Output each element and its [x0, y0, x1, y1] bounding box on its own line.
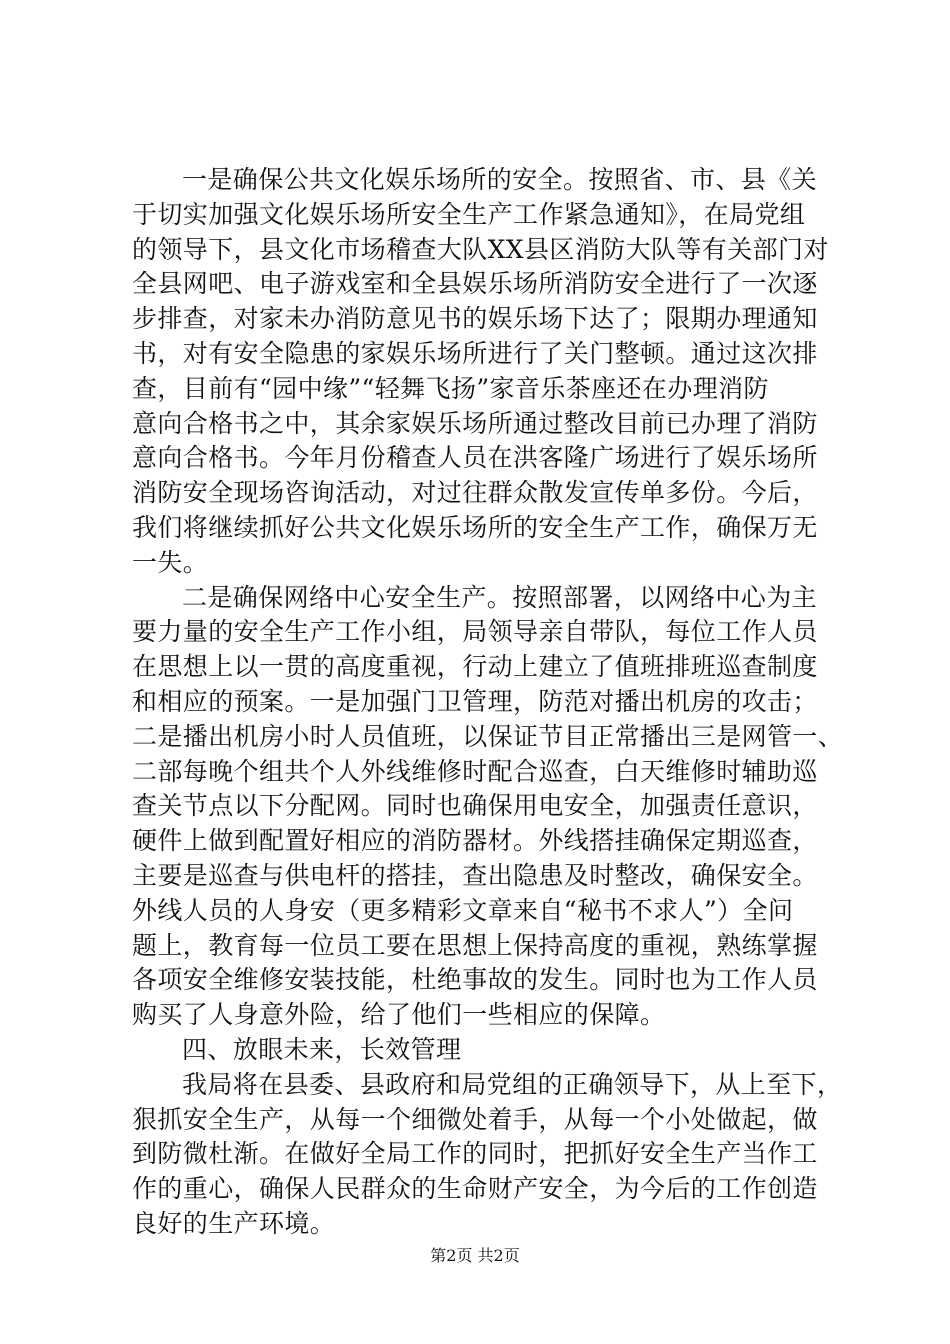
text-line: 意向合格书之中，其余家娱乐场所通过整改目前已办理了消防 — [132, 408, 818, 438]
text-line: 书，对有安全隐患的家娱乐场所进行了关门整顿。通过这次排 — [132, 338, 818, 368]
text-line: 于切实加强文化娱乐场所安全生产工作紧急通知》，在局党组 — [132, 199, 806, 229]
text-line: 查，目前有“园中缘”“轻舞飞扬”家音乐茶座还在办理消防 — [132, 373, 769, 403]
paragraph-first-line: 一是确保公共文化娱乐场所的安全。按照省、市、县《关 — [182, 165, 818, 194]
page-number-footer: 第2页 共2页 — [430, 1246, 520, 1265]
text-line: 主要是巡查与供电杆的搭挂，查出隐患及时整改，确保安全。 — [132, 860, 818, 890]
paragraph-first-line: 四、放眼未来，长效管理 — [182, 1034, 462, 1064]
text-line: 题上，教育每一位员工要在思想上保持高度的重视，熟练掌握 — [132, 930, 818, 960]
text-line: 和相应的预案。一是加强门卫管理，防范对播出机房的攻击； — [132, 686, 818, 716]
document-body — [132, 163, 852, 1242]
text-line: 要力量的安全生产工作小组，局领导亲自带队，每位工作人员 — [132, 617, 818, 647]
text-line: 消防安全现场咨询活动，对过往群众散发宣传单多份。今后， — [132, 478, 818, 508]
text-line: 良好的生产环境。 — [132, 1208, 336, 1238]
text-line: 到防微杜渐。在做好全局工作的同时，把抓好安全生产当作工 — [132, 1139, 818, 1169]
text-line: 步排查，对家未办消防意见书的娱乐场下达了；限期办理通知 — [132, 304, 818, 334]
text-line: 作的重心，确保人民群众的生命财产安全，为今后的工作创造 — [132, 1174, 818, 1204]
text-line: 二是播出机房小时人员值班，以保证节目正常播出三是网管一、 — [132, 721, 844, 751]
text-line: 全县网吧、电子游戏室和全县娱乐场所消防安全进行了一次逐 — [132, 269, 818, 299]
text-line: 外线人员的人身安（更多精彩文章来自“秘书不求人”）全问 — [132, 895, 794, 925]
text-line: 各项安全维修安装技能，杜绝事故的发生。同时也为工作人员 — [132, 965, 818, 995]
text-line: 一失。 — [132, 547, 209, 577]
text-line: 意向合格书。今年月份稽查人员在洪客隆广场进行了娱乐场所 — [132, 443, 818, 473]
text-line: 二部每晚个组共个人外线维修时配合巡查，白天维修时辅助巡 — [132, 756, 818, 786]
paragraph-first-line: 二是确保网络中心安全生产。按照部署，以网络中心为主 — [182, 582, 818, 612]
paragraph-first-line: 我局将在县委、县政府和局党组的正确领导下，从上至下， — [182, 1069, 843, 1099]
text-line: 我们将继续抓好公共文化娱乐场所的安全生产工作，确保万无 — [132, 512, 818, 542]
text-line: 购买了人身意外险，给了他们一些相应的保障。 — [132, 1000, 666, 1030]
text-line: 狠抓安全生产，从每一个细微处着手，从每一个小处做起，做 — [132, 1104, 818, 1134]
text-line: 查关节点以下分配网。同时也确保用电安全，加强责任意识， — [132, 791, 818, 821]
text-line: 硬件上做到配置好相应的消防器材。外线搭挂确保定期巡查， — [132, 826, 818, 856]
text-line: 在思想上以一贯的高度重视，行动上建立了值班排班巡查制度 — [132, 652, 818, 682]
text-line: 的领导下，县文化市场稽查大队XX县区消防大队等有关部门对 — [132, 234, 829, 264]
